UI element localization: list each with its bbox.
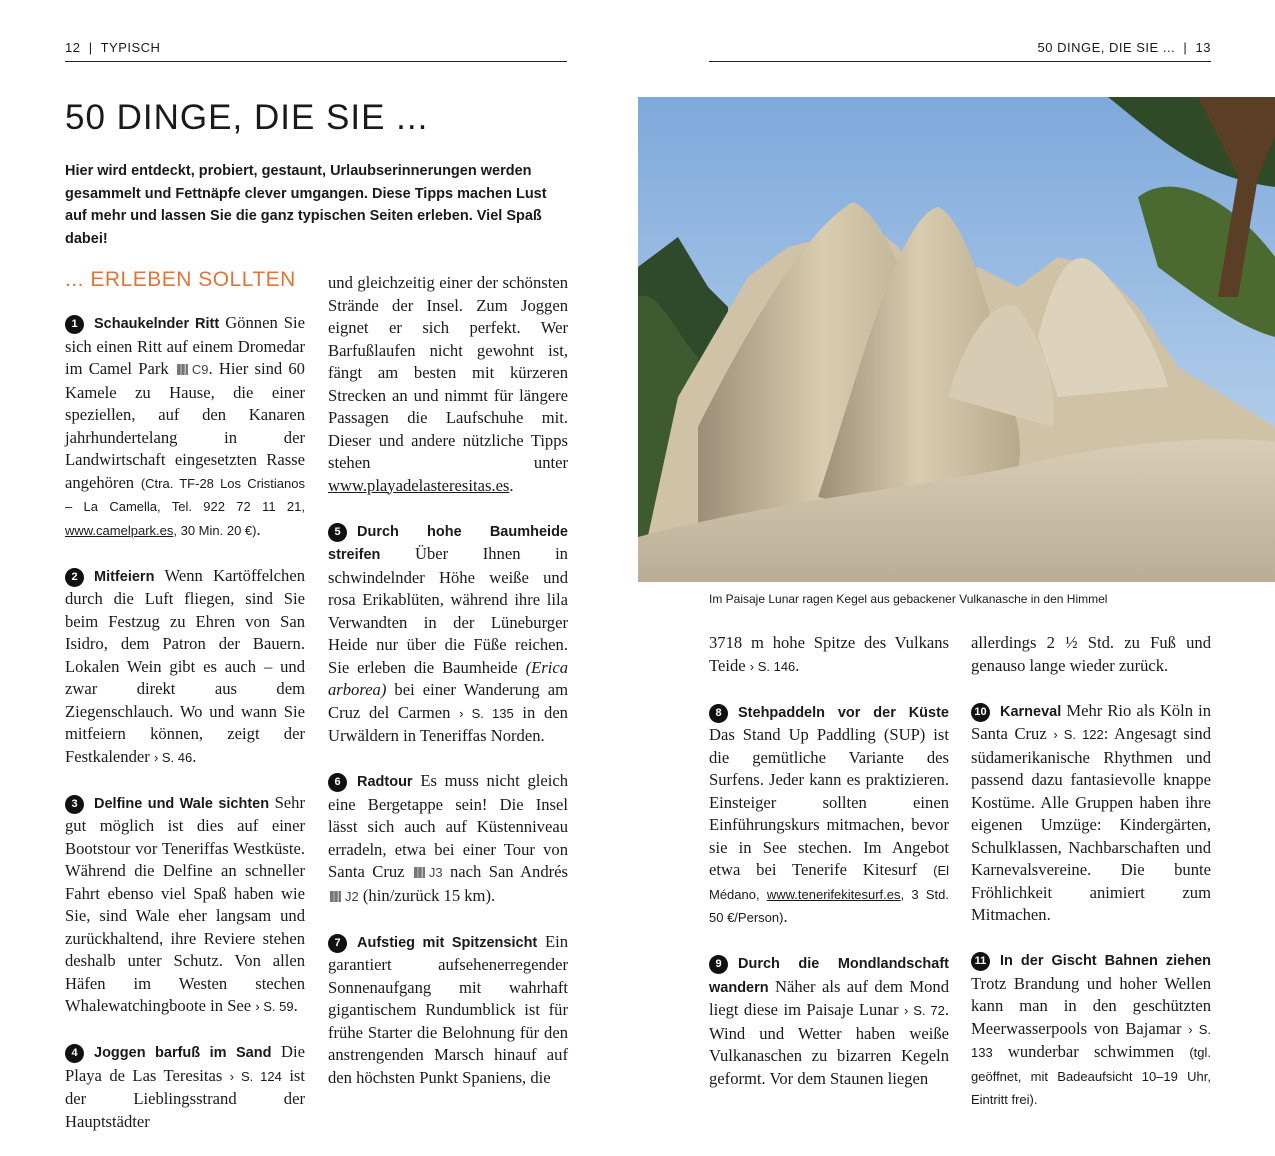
body-text: in den Urwäldern in Teneriffas Norden. (328, 702, 568, 745)
body-text: Das Stand Up Paddling (SUP) ist die gemütliche Variante des Surfens. Jeder kann es praktizieren. Einsteiger sollten einen Einführungskurs mitmachen, bevor sie in See stechen. Im Angebot etwa bei Tenerife Kitesurf (709, 725, 949, 879)
body-text: Über Ihnen in schwindelnder Höhe weiße und rosa Erikablüten, während ihre lila Verwandten in der Lüneburger Heide nur über die Füße reichen. Sie erleben die Baumheide (328, 544, 568, 677)
body-text: nach San Andrés (442, 862, 568, 881)
tip-continuation (709, 632, 949, 678)
italic-term: (Erica arborea) (328, 657, 568, 699)
tip-title: Joggen barfuß im Sand (94, 1045, 272, 1061)
text-column-2 (328, 272, 568, 1112)
tip-entry-6 (328, 770, 568, 908)
tip-continuation (971, 632, 1211, 677)
tip-title: Karneval (1000, 703, 1062, 720)
tip-number-badge: 3 (65, 795, 84, 814)
body-text: . (256, 519, 261, 539)
tip-title: Mitfeiern (94, 568, 155, 585)
web-link[interactable]: www.tenerifekitesurf.es (766, 886, 901, 902)
web-link[interactable]: www.camelpark.es (65, 522, 174, 538)
map-icon (330, 891, 341, 902)
body-text: Gönnen Sie sich einen Ritt auf einem Dromedar im Camel Park (65, 313, 305, 378)
reference-text: › S. 133 (971, 1021, 1211, 1060)
tip-number-badge: 2 (65, 568, 84, 587)
body-text: . Hier sind 60 Kamele zu Hause, die einer speziellen, auf den Kanaren jahrhundertelang in der Landwirtschaft eingesetzten Rasse angehören (65, 359, 305, 492)
page-title: 50 DINGE, DIE SIE ... (65, 98, 429, 137)
body-text: Mehr Rio als Köln in Santa Cruz (971, 700, 1211, 743)
tip-title: Durch die Mondlandschaft wandern (709, 956, 949, 996)
left-running-header (65, 40, 160, 55)
reference-text: , 30 Min. 20 €) (173, 522, 257, 538)
reference-text: › S. 46 (153, 749, 193, 765)
tip-number-badge: 8 (709, 704, 728, 723)
tip-number-badge: 10 (971, 703, 990, 722)
map-icon (414, 867, 425, 878)
body-text: Die Playa de Las Teresitas (65, 1042, 305, 1085)
reference-text: , 3 Std. 50 €/Person) (709, 886, 949, 925)
map-icon (177, 364, 188, 375)
section-heading: ... ERLEBEN SOLLTEN (65, 268, 296, 291)
tip-entry-2 (65, 565, 305, 770)
section-name: 50 DINGE, DIE SIE ... (1037, 40, 1176, 55)
body-text: : Angesagt sind südamerikanische Rhythmen und passend dazu fantasievolle knappe Kostüme. Alle Gruppen haben ihre eigenen Umzüge: Kindergärten, Schulklassen, Nachbarschaften und Karnevalsvereine. Die bunte Fröhlichkeit animiert zum Mitmachen. (971, 724, 1211, 924)
tip-number-badge: 5 (328, 523, 347, 542)
body-text: . (293, 996, 298, 1015)
body-text: Sehr gut möglich ist dies auf einer Bootstour vor Teneriffas Westküste. Während die Delfine an schneller Fahrt ebenso viel Spaß haben wie Sie, sind Wale eher langsam und zurückhaltend, ihre Reviere stehen deshalb unter Schutz. Von allen Häfen im Westen stechen Whalewatchingboote in See (65, 792, 305, 1015)
body-text: wunderbar schwimmen (992, 1042, 1190, 1061)
map-reference: J3 (428, 865, 443, 880)
body-text: (hin/zurück 15 km). (358, 885, 496, 905)
photo-paisaje-lunar (638, 97, 1275, 582)
right-running-header (1038, 40, 1211, 55)
map-reference: C9 (191, 362, 209, 377)
tip-continuation (328, 272, 568, 497)
tip-title: Stehpaddeln vor der Küste (738, 704, 949, 721)
tip-title: Aufstieg mit Spitzensicht (357, 934, 538, 951)
tip-number-badge: 6 (328, 773, 347, 792)
reference-text: › S. 124 (229, 1068, 282, 1084)
page-number: 13 (1195, 40, 1211, 55)
reference-text: › S. 135 (459, 705, 514, 721)
separator: | (88, 40, 93, 55)
body-text: . (783, 907, 788, 926)
text-column-4 (971, 632, 1211, 1134)
tip-entry-8 (709, 701, 949, 930)
body-text: 3718 m hohe Spitze des Vulkans Teide (709, 633, 949, 675)
tip-title: In der Gischt Bahnen ziehen (1000, 953, 1211, 969)
header-rule (65, 61, 567, 62)
tip-entry-10 (971, 700, 1211, 927)
tip-number-badge: 11 (971, 952, 990, 971)
intro-text: Hier wird entdeckt, probiert, gestaunt, Urlaubserinnerungen werden gesammelt und Fettnäpfe clever umgangen. Diese Tipps machen Lust auf mehr und lassen Sie die ganz typischen Seiten erleben. Viel Spaß dabei! (65, 163, 547, 247)
body-text: Ein garantiert aufsehenerregender Sonnenaufgang mit wahrhaft gigantischem Rundumblick ist für frühe Starter die Belohnung für den anstrengenden Marsch hinauf auf den höchsten Punkt Spaniens, die (328, 931, 568, 1087)
tip-entry-11 (971, 949, 1211, 1112)
section-name: TYPISCH (100, 40, 161, 55)
tip-number-badge: 4 (65, 1044, 84, 1063)
separator: | (1183, 40, 1188, 55)
page-number: 12 (65, 40, 81, 55)
header-rule (709, 61, 1211, 62)
body-text: ist der Lieblingsstrand der Hauptstädter (65, 1065, 306, 1131)
text-column-3 (709, 632, 949, 1113)
body-text: . (795, 655, 800, 675)
body-text: . (509, 475, 514, 495)
tip-number-badge: 1 (65, 315, 84, 334)
tip-title: Delfine und Wale sichten (94, 795, 270, 812)
reference-text: › S. 122 (1053, 727, 1104, 742)
body-text: und gleichzeitig einer der schönsten Strände der Insel. Zum Joggen eignet er sich perfekt. Wer Barfußlaufen nicht gewohnt ist, fängt am besten mit kürzeren Strecken an und nimmt für längere Passagen die Laufschuhe mit. Dieser und andere nützliche Tipps stehen unter (328, 273, 568, 472)
body-text: Es muss nicht gleich eine Bergetappe sein! Die Insel lässt sich auch auf Küstenniveau erradeln, etwa bei einer Tour von Santa Cruz (328, 771, 568, 881)
reference-text: › S. 146 (749, 658, 796, 674)
text-column-1 (65, 268, 305, 1156)
body-text: bei einer Wanderung am Cruz del Carmen (328, 680, 568, 722)
reference-text: (El Médano, (709, 863, 949, 902)
reference-text: › S. 72 (903, 1003, 945, 1018)
tip-title: Durch hohe Baumheide streifen (328, 523, 568, 563)
tip-entry-4 (65, 1041, 305, 1133)
web-link[interactable]: www.playadelasteresitas.es (328, 475, 510, 495)
reference-text: (tgl. geöffnet, mit Badeaufsicht 10–19 Uhr, Eintritt frei). (971, 1045, 1211, 1107)
tip-title: Radtour (357, 774, 413, 790)
body-text: . (192, 746, 197, 766)
tip-entry-3 (65, 792, 305, 1019)
tip-entry-5 (328, 520, 568, 748)
tip-entry-9 (709, 952, 949, 1090)
photo-caption: Im Paisaje Lunar ragen Kegel aus gebackener Vulkanasche in den Himmel (709, 592, 1108, 606)
tip-number-badge: 7 (328, 934, 347, 953)
tip-entry-7 (328, 931, 568, 1090)
tip-entry-1 (65, 312, 305, 542)
body-text: Wenn Kartöffelchen durch die Luft fliegen, sind Sie beim Festzug zu Ehren von San Isidro, dem Patron der Bauern. Lokalen Wein gibt es auch – und zwar direkt aus dem Ziegenschlauch. Wo und wann Sie mitfeiern können, zeigt der Festkalender (65, 565, 305, 766)
reference-text: (Ctra. TF-28 Los Cristianos – La Camella, Tel. 922 72 11 21, (65, 475, 305, 514)
body-text: . Wind und Wetter haben weiße Vulkanaschen zu bizarren Kegeln geformt. Vor dem Staunen liegen (709, 1000, 949, 1088)
body-text: Trotz Brandung und hoher Wellen kann man in den geschützten Meerwasserpools von Bajamar (971, 973, 1211, 1038)
tip-number-badge: 9 (709, 955, 728, 974)
tip-title: Schaukelnder Ritt (94, 316, 220, 332)
body-text: Näher als auf dem Mond liegt diese im Paisaje Lunar (709, 976, 949, 1019)
map-reference: J2 (345, 888, 359, 904)
body-text: allerdings 2 ½ Std. zu Fuß und genauso lange wieder zurück. (971, 633, 1211, 675)
reference-text: › S. 59 (255, 999, 294, 1014)
